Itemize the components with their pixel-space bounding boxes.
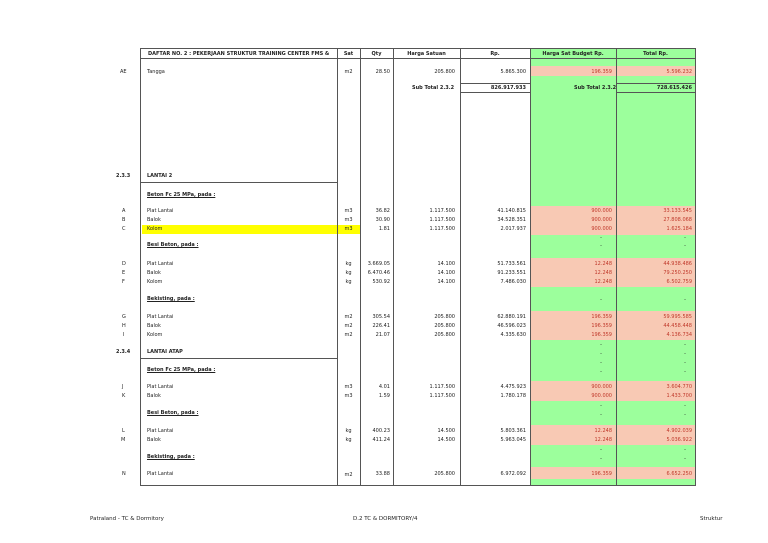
row-code: N [122,471,126,477]
row-total: 1.433.700 [666,393,692,399]
col-rp-header: Rp. [490,51,500,57]
row-harga: 1.117.500 [429,393,455,399]
subtotal-label-left: Sub Total 2.3.2 [412,85,455,91]
row-harga: 14.100 [437,270,455,276]
dash: - [684,297,686,303]
row-harga: 14.500 [437,437,455,443]
row-rp: 46.596.023 [497,323,526,329]
col-total-header: Total Rp. [643,51,668,57]
row-qty: 1.59 [378,393,390,399]
row-budget: 196.359 [591,314,612,320]
dash: - [684,412,686,418]
row-code: F [122,279,125,285]
row-total: 79.250.250 [663,270,692,276]
row-desc: Balok [147,393,161,399]
row-harga: 1.117.500 [429,217,455,223]
row-qty: 226.41 [372,323,390,329]
row-rp: 41.140.815 [497,208,526,214]
row-rp: 5.803.361 [500,428,526,434]
row-budget: 196.359 [591,323,612,329]
row-qty: 30.90 [375,217,390,223]
row-desc: Tangga [147,69,165,75]
footer-center: D.2 TC & DORMITORY/4 [353,516,418,522]
row-budget: 900.000 [591,226,612,232]
row-code: K [122,393,126,399]
row-harga: 205.800 [434,323,455,329]
row-qty: 3.669.05 [367,261,390,267]
row-sat: m2 [344,332,353,338]
row-desc: Plat Lantai [147,208,174,214]
dash: - [600,360,602,366]
row-harga: 205.800 [434,332,455,338]
row-qty: 530.92 [372,279,390,285]
row-total: 4.902.039 [666,428,692,434]
row-total: 44.938.486 [663,261,692,267]
row-code: E [122,270,126,276]
row-desc: Kolom [147,226,163,232]
dash: - [684,456,686,462]
row-desc: Balok [147,270,161,276]
row-sat: kg [345,270,352,276]
row-code: I [123,332,125,338]
row-sat: m3 [344,393,353,399]
dash: - [600,412,602,418]
dash: - [684,243,686,249]
row-rp: 5.865.300 [500,69,526,75]
row-budget: 12.248 [594,279,612,285]
table-title: DAFTAR NO. 2 : PEKERJAAN STRUKTUR TRAINING CENTER FMS & [148,51,330,57]
row-desc: Balok [147,323,161,329]
subsection-title: Bekisting, pada : [147,454,195,460]
row-qty: 305.54 [372,314,390,320]
row-code: AE [120,69,127,75]
subsection-title: Bekisting, pada : [147,296,195,302]
row-budget: 12.248 [594,261,612,267]
row-harga: 14.100 [437,261,455,267]
row-desc: Balok [147,217,161,223]
row-code: A [122,208,126,214]
row-harga: 1.117.500 [429,208,455,214]
row-budget: 196.359 [591,69,612,75]
col-sat-header: Sat [343,51,354,57]
row-rp: 4.475.923 [500,384,526,390]
row-code: J [122,384,124,390]
row-harga: 205.800 [434,314,455,320]
row-code: B [122,217,126,223]
row-rp: 51.733.561 [497,261,526,267]
row-rp: 62.880.191 [497,314,526,320]
subsection-title: Besi Beton, pada : [147,242,199,248]
row-qty: 33.88 [375,471,390,477]
dash: - [600,342,602,348]
dash: - [684,351,686,357]
row-desc: Plat Lantai [147,428,174,434]
row-total: 59.995.585 [663,314,692,320]
row-budget: 196.359 [591,332,612,338]
row-code: G [122,314,126,320]
row-total: 1.625.184 [666,226,692,232]
row-sat: m2 [344,323,353,329]
col-qty-header: Qty [371,51,382,57]
subtotal-value-left: 826.917.933 [490,85,526,91]
highlight-kolom-row [142,225,360,234]
row-code: M [121,437,126,443]
dash: - [684,369,686,375]
row-sat: kg [345,428,352,434]
section-code: 2.3.4 [116,349,131,355]
row-desc: Plat Lantai [147,471,174,477]
section-title: LANTAI 2 [147,173,173,179]
dash: - [684,235,686,241]
row-rp: 5.963.045 [500,437,526,443]
footer-left: Patraland - TC & Dormitory [90,516,164,522]
row-budget: 12.248 [594,428,612,434]
row-budget: 196.359 [591,471,612,477]
row-desc: Plat Lantai [147,261,174,267]
dash: - [600,235,602,241]
row-rp: 34.528.351 [497,217,526,223]
row-rp: 4.335.630 [500,332,526,338]
row-harga: 1.117.500 [429,226,455,232]
row-sat: m2 [344,314,353,320]
dash: - [600,351,602,357]
row-sat: m2 [344,472,353,478]
row-sat: m3 [344,384,353,390]
col-budget-header: Harga Sat Budget Rp. [542,51,604,57]
row-budget: 900.000 [591,384,612,390]
dash: - [684,342,686,348]
dash: - [600,297,602,303]
row-harga: 1.117.500 [429,384,455,390]
subsection-title: Besi Beton, pada : [147,410,199,416]
row-qty: 1.81 [378,226,390,232]
row-total: 3.604.770 [666,384,692,390]
subtotal-value-right: 728.615.426 [656,85,692,91]
row-total: 6.502.759 [666,279,692,285]
row-total: 5.036.922 [666,437,692,443]
row-total: 6.652.250 [666,471,692,477]
row-qty: 36.82 [375,208,390,214]
row-sat: kg [345,279,352,285]
row-desc: Kolom [147,332,163,338]
dash: - [600,403,602,409]
col-harga-header: Harga Satuan [407,51,446,57]
row-sat: m2 [344,69,353,75]
row-budget: 900.000 [591,217,612,223]
dash: - [600,447,602,453]
row-harga: 14.100 [437,279,455,285]
row-desc: Balok [147,437,161,443]
row-qty: 28.50 [375,69,390,75]
row-qty: 400.23 [372,428,390,434]
row-code: H [122,323,126,329]
row-total: 5.596.232 [666,69,692,75]
subtotal-label-right: Sub Total 2.3.2 [574,85,617,91]
row-qty: 411.24 [372,437,390,443]
section-title: LANTAI ATAP [147,349,183,355]
row-budget: 900.000 [591,393,612,399]
row-rp: 7.486.030 [500,279,526,285]
row-total: 33.133.545 [663,208,692,214]
dash: - [600,456,602,462]
footer-right: Struktur [700,516,723,522]
row-harga: 205.800 [434,69,455,75]
row-qty: 4.01 [378,384,390,390]
row-harga: 14.500 [437,428,455,434]
row-desc: Plat Lantai [147,384,174,390]
subsection-title: Beton Fc 25 MPa, pada : [147,367,216,373]
subsection-title: Beton Fc 25 MPa, pada : [147,192,216,198]
row-rp: 1.780.178 [500,393,526,399]
dash: - [684,360,686,366]
row-budget: 900.000 [591,208,612,214]
row-sat: m3 [344,217,353,223]
row-rp: 2.017.937 [500,226,526,232]
row-desc: Plat Lantai [147,314,174,320]
row-desc: Kolom [147,279,163,285]
row-code: C [122,226,126,232]
row-sat: kg [345,261,352,267]
section-code: 2.3.3 [116,173,131,179]
row-budget: 12.248 [594,270,612,276]
row-rp: 6.972.092 [500,471,526,477]
row-budget: 12.248 [594,437,612,443]
row-harga: 205.800 [434,471,455,477]
row-qty: 21.07 [375,332,390,338]
row-code: D [122,261,126,267]
row-total: 44.458.448 [663,323,692,329]
dash: - [600,243,602,249]
row-total: 27.808.068 [663,217,692,223]
row-code: L [122,428,125,434]
dash: - [684,403,686,409]
row-qty: 6.470.46 [367,270,390,276]
row-rp: 91.233.551 [497,270,526,276]
row-sat: kg [345,437,352,443]
row-total: 4.136.734 [666,332,692,338]
dash: - [600,369,602,375]
row-sat: m3 [344,226,353,232]
dash: - [684,447,686,453]
row-sat: m3 [344,208,353,214]
